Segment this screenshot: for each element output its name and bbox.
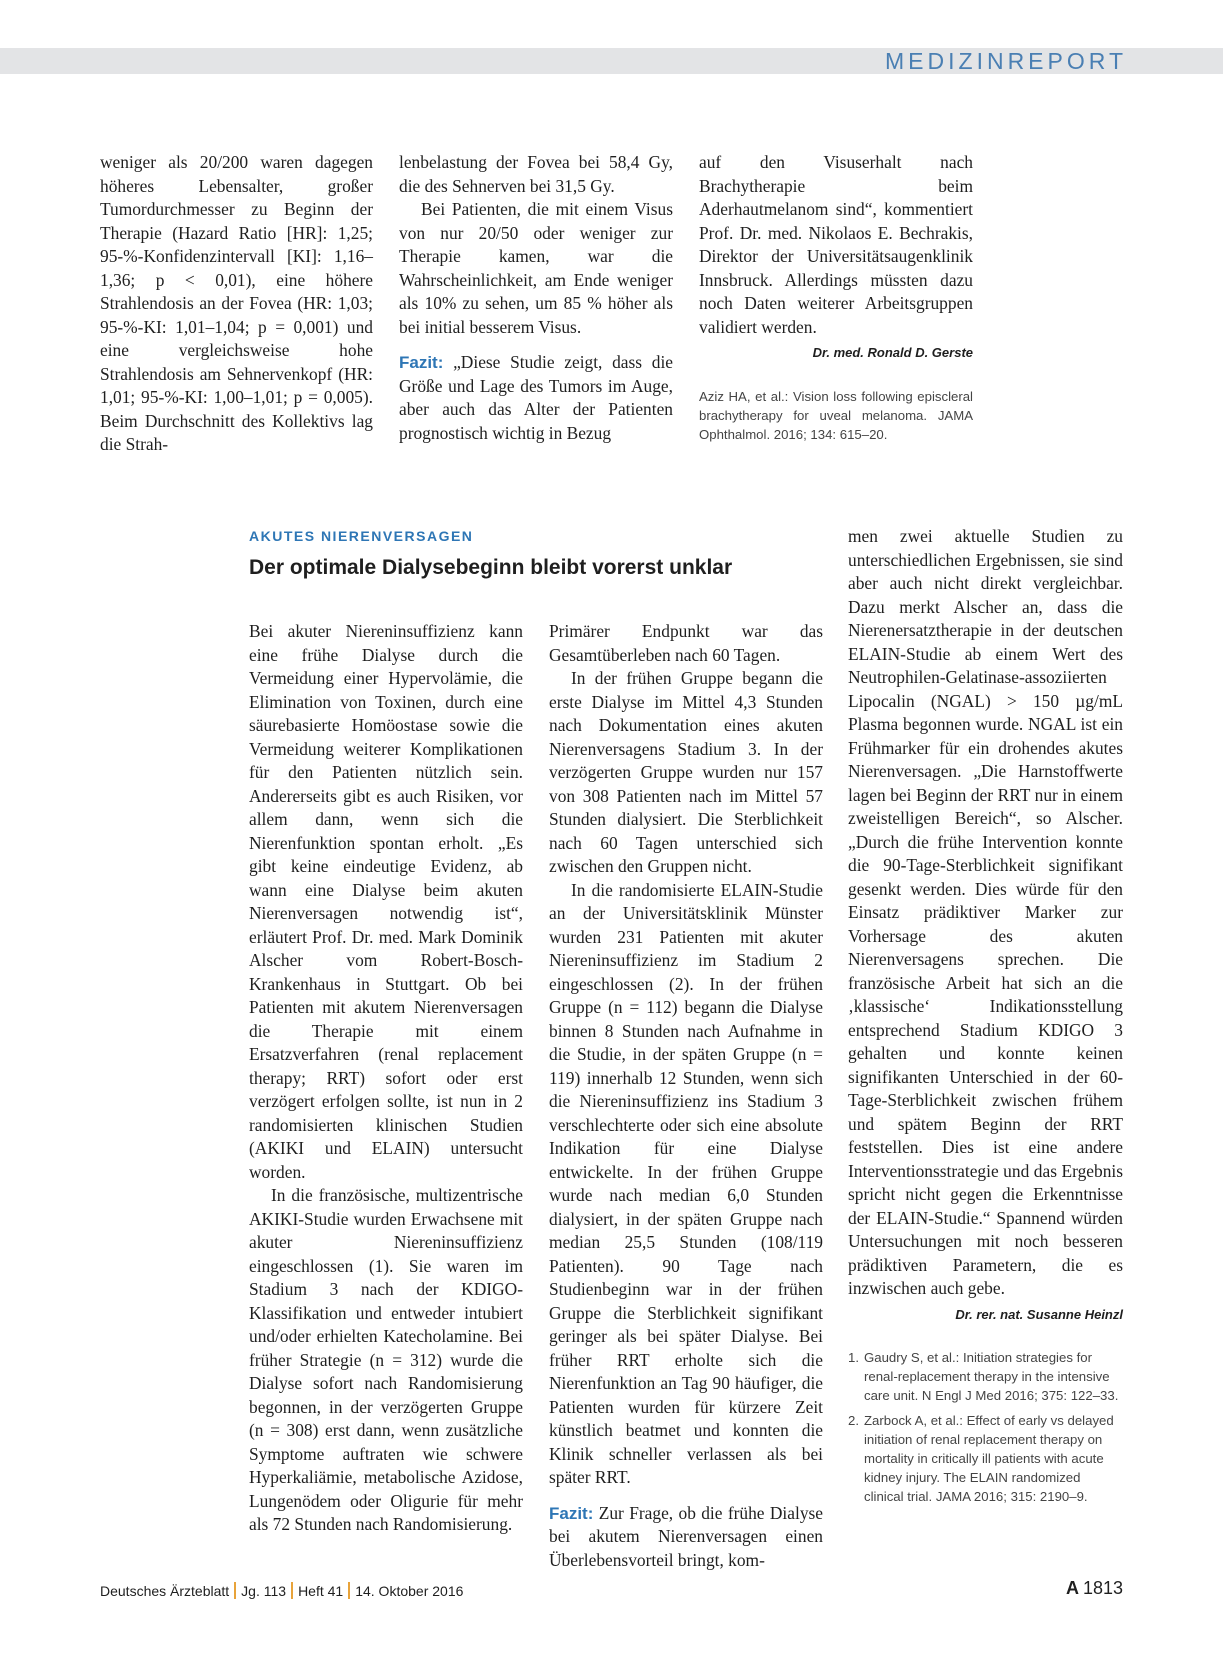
- footer-journal: Deutsches Ärzteblatt: [100, 1583, 230, 1599]
- article1-col2-paragraph-2: Bei Patienten, die mit einem Visus von nur 20/50 oder weniger zur Therapie kamen, war die Wahrscheinlichkeit, am Ende weniger als 10% zu sehen, um 85 % höher als bei initial besserem Visus.: [399, 199, 673, 337]
- reference-number: 1.: [848, 1350, 859, 1365]
- page-number-value: 1813: [1082, 1578, 1123, 1598]
- article2-kicker: AKUTES NIERENVERSAGEN: [249, 528, 474, 544]
- article1-fazit: [399, 351, 673, 445]
- footer-issue: Heft 41: [298, 1583, 344, 1599]
- fazit-label: Fazit:: [549, 1503, 594, 1523]
- fazit-text: „Diese Studie zeigt, dass die Größe und Lage des Tumors im Auge, aber auch das Alter der Patienten prognostisch wichtig in Bezug: [399, 352, 673, 443]
- article2-col1-paragraph-1: Bei akuter Niereninsuffizienz kann eine frühe Dialyse durch die Vermeidung einer Hypervolämie, die Elimination von Toxinen, durch eine säurebasierte Homöostase sowie die Vermeidung weiterer Komplikationen für den Patienten nützlich sein. Andererseits gibt es auch Risiken, vor allem dann, wenn sich die Nierenfunktion spontan erholt. „Es gibt keine eindeutige Evidenz, ab wann eine Dialyse beim akuten Nierenversagen notwendig ist“, erläutert Prof. Dr. med. Mark Dominik Alscher vom Robert-Bosch-Krankenhaus in Stuttgart. Ob bei Patienten mit akutem Nierenversagen die Therapie mit einem Ersatzverfahren (renal replacement therapy; RRT) sofort oder erst verzögert erfolgen sollte, ist nun in 2 randomisierten klinischen Studien (AKIKI und ELAIN) untersucht worden.: [249, 621, 523, 1182]
- footer-separator: [348, 1582, 350, 1599]
- footer-citation: [100, 1582, 463, 1599]
- fazit-label: Fazit:: [399, 353, 444, 372]
- footer-volume: Jg. 113: [241, 1583, 287, 1599]
- article1-col3-paragraph: auf den Visuserhalt nach Brachytherapie beim Aderhautmelanom sind“, kommentiert Prof. Dr. med. Nikolaos E. Bechrakis, Direktor der Universitätsaugenklinik Innsbruck. Allerdings müssten dazu noch Daten weiterer Arbeitsgruppen validiert werden.: [699, 152, 973, 337]
- article2-col1-paragraph-2: In die französische, multizentrische AKIKI-Studie wurden Erwachsene mit akuter Niereninsuffizienz eingeschlossen (1). Sie waren im Stadium 3 nach der KDIGO-Klassifikation und entweder intubiert und/oder erhielten Katecholamine. Bei früher Strategie (n = 312) wurde die Dialyse sofort nach Randomisierung begonnen, in der verzögerten Gruppe (n = 308) erst dann, wenn zusätzliche Symptome auftraten wie schwere Hyperkaliämie, metabolische Azidose, Lungenödem oder Oligurie für mehr als 72 Stunden nach Randomisierung.: [249, 1185, 523, 1534]
- article2-author: Dr. rer. nat. Susanne Heinzl: [955, 1306, 1123, 1322]
- article1-column-3: [699, 151, 973, 444]
- reference-item: [848, 1348, 1123, 1405]
- article1-col2-paragraph-1: lenbelastung der Fovea bei 58,4 Gy, die des Sehnerven bei 31,5 Gy.: [399, 152, 673, 196]
- footer-separator: [234, 1582, 236, 1599]
- article2-column-2: [549, 620, 823, 1572]
- reference-text: Gaudry S, et al.: Initiation strategies for renal-replacement therapy in the intensive care unit. N Engl J Med 2016; 375: 122–33.: [864, 1350, 1119, 1403]
- article2-headline: Der optimale Dialysebeginn bleibt vorerst unklar: [249, 556, 733, 579]
- article1-column-2: [399, 151, 673, 445]
- footer-date: 14. Oktober 2016: [355, 1583, 464, 1599]
- section-title: MEDIZINREPORT: [885, 48, 1127, 74]
- article2-reference-list: [848, 1348, 1123, 1506]
- article2-col2-paragraph-3: In die randomisierte ELAIN-Studie an der Universitätsklinik Münster wurden 231 Patienten mit akuter Niereninsuffizienz im Stadium 2 eingeschlossen (2). In der frühen Gruppe (n = 112) begann die Dialyse binnen 8 Stunden nach Aufnahme in die Studie, in der späten Gruppe (n = 119) innerhalb 12 Stunden, wenn sich die Niereninsuffizienz ins Stadium 3 verschlechterte oder sich eine absolute Indikation für eine Dialyse entwickelte. In der frühen Gruppe wurde nach median 6,0 Stunden dialysiert, in der späten Gruppe nach median 25,5 Stunden (108/119 Patienten). 90 Tage nach Studienbeginn war in der frühen Gruppe die Sterblichkeit signifikant geringer als bei später Dialyse. Bei früher RRT erholte sich die Nierenfunktion an Tag 90 häufiger, die Patienten wurden für kürzere Zeit künstlich beatmet und konnten die Klinik schneller verlassen als bei später RRT.: [549, 879, 823, 1487]
- reference-item: [848, 1411, 1123, 1506]
- page-prefix: A: [1065, 1578, 1079, 1598]
- article2-column-1: [249, 620, 523, 1537]
- reference-number: 2.: [848, 1413, 859, 1428]
- article2-col2-paragraph-1: Primärer Endpunkt war das Gesamtüberleben nach 60 Tagen.: [549, 621, 823, 665]
- footer-separator: [291, 1582, 293, 1599]
- article1-col1-paragraph: weniger als 20/200 waren dagegen höheres Lebensalter, großer Tumordurchmesser zu Beginn der Therapie (Hazard Ratio [HR]: 1,25; 95-%-Konfidenzintervall [KI]: 1,16–1,36; p < 0,01), eine höhere Strahlendosis an der Fovea (HR: 1,03; 95-%-KI: 1,01–1,04; p = 0,001) und eine vergleichsweise hohe Strahlendosis am Sehnervenkopf (HR: 1,01; 95-%-KI: 1,00–1,01; p = 0,005). Beim Durchschnitt des Kollektivs lag die Strah-: [100, 152, 373, 454]
- article2-fazit: [549, 1502, 823, 1573]
- article2-column-3: [848, 525, 1123, 1512]
- article2-col2-paragraph-2: In der frühen Gruppe begann die erste Dialyse im Mittel 4,3 Stunden nach Dokumentation eines akuten Nierenversagens Stadium 3. In der verzögerten Gruppe wurden nur 157 von 308 Patienten nach im Mittel 57 Stunden dialysiert. Die Sterblichkeit nach 60 Tagen unterschied sich zwischen den Gruppen nicht.: [549, 668, 823, 876]
- page-number: [1066, 1578, 1123, 1599]
- article1-author: Dr. med. Ronald D. Gerste: [812, 345, 973, 360]
- fazit-text: Zur Frage, ob die frühe Dialyse bei akutem Nierenversagen einen Überlebensvorteil bringt, kom-: [549, 1502, 823, 1570]
- article1-column-1: [100, 151, 373, 457]
- article2-col3-paragraph: men zwei aktuelle Studien zu unterschiedlichen Ergebnissen, sie sind aber auch nicht direkt vergleichbar. Dazu merkt Alscher an, dass die Nierenersatztherapie in der deutschen ELAIN-Studie ab einem Wert des Neutrophilen-Gelatinase-assoziierten Lipocalin (NGAL) > 150 µg/mL Plasma begonnen wurde. NGAL ist ein Frühmarker für ein drohendes akutes Nierenversagen. „Die Harnstoffwerte lagen bei Beginn der RRT nur in einem zweistelligen Bereich“, so Alscher. „Durch die frühe Intervention konnte die 90-Tage-Sterblichkeit signifikant gesenkt werden. Dies würde für den Einsatz prädiktiver Marker zur Vorhersage des akuten Nierenversagens sprechen. Die französische Arbeit hat sich an die ‚klassische‘ Indikationsstellung entsprechend Stadium KDIGO 3 gehalten und konnte keinen signifikanten Unterschied in der 60-Tage-Sterblichkeit zwischen frühem und spätem Beginn der RRT feststellen. Dies ist eine andere Interventionsstrategie und das Ergebnis spricht nicht gegen die Erkenntnisse der ELAIN-Studie.“ Spannend würden Untersuchungen mit noch besseren prädiktiven Parametern, die es inzwischen auch gebe.: [848, 526, 1123, 1298]
- article1-reference: Aziz HA, et al.: Vision loss following episcleral brachytherapy for uveal melanoma. JAMA Ophthalmol. 2016; 134: 615–20.: [699, 388, 973, 442]
- reference-text: Zarbock A, et al.: Effect of early vs delayed initiation of renal replacement therapy on mortality in critically ill patients with acute kidney injury. The ELAIN randomized clinical trial. JAMA 2016; 315: 2190–9.: [864, 1413, 1114, 1504]
